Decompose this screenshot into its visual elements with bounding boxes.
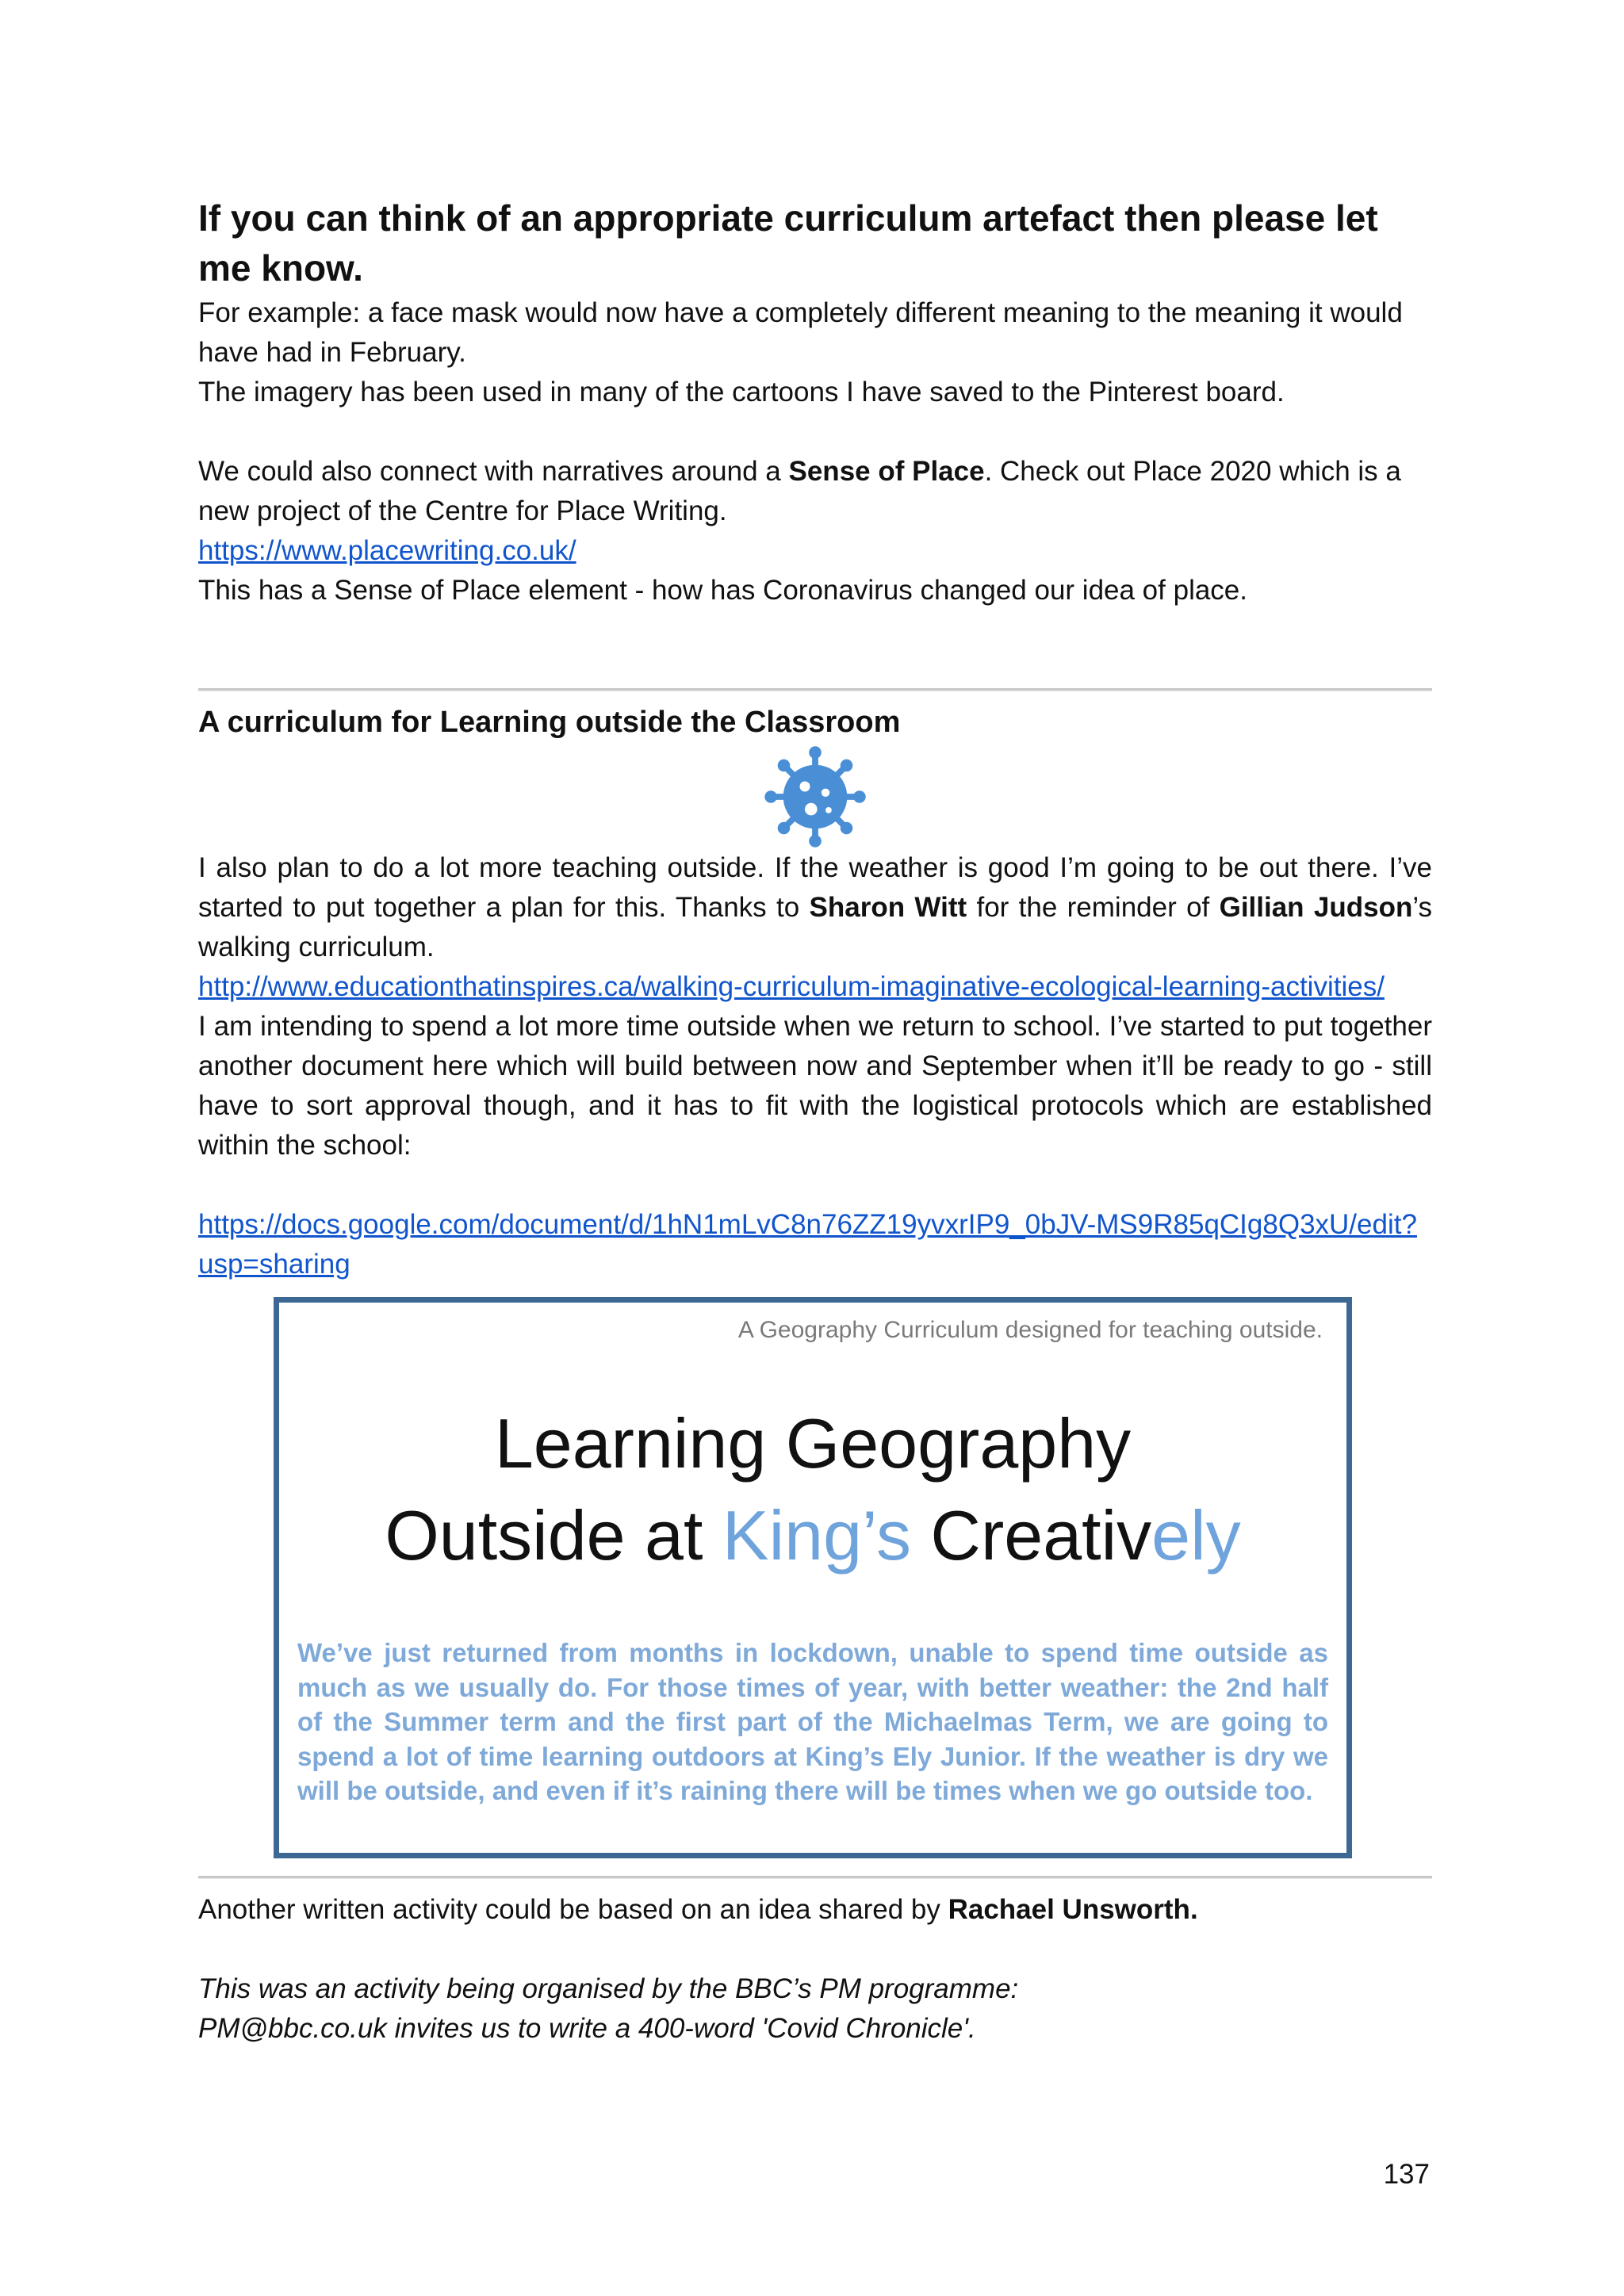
paragraph-face-mask: For example: a face mask would now have a completely different meaning to the meaning it would have had in February.: [198, 297, 1403, 368]
bold-text: Sharon Witt: [809, 892, 967, 923]
card-title-line: [279, 1490, 1346, 1582]
text-run: We could also connect with narratives around a: [198, 456, 789, 487]
paragraph-sense-of-place: [198, 452, 1432, 531]
card-body: We’ve just returned from months in lockdown, unable to spend time outside as much as we usually do. For those times of year, with better weather: the 2nd half of the Summer term and the first part of the Michaelmas Term, we are going to spend a lot of time learning outdoors at King’s Ely Junior. If the weather is dry we will be outside, and even if it’s raining there will be times when we go outside too.: [297, 1638, 1328, 1805]
italic-covid-chronicle: PM@bbc.co.uk invites us to write a 400-word 'Covid Chronicle'.: [198, 2013, 976, 2044]
virus-icon: [764, 745, 867, 848]
bold-text: Sense of Place: [788, 456, 985, 487]
text-run: for the reminder of: [967, 892, 1220, 923]
paragraph-coronavirus-place: This has a Sense of Place element - how has Coronavirus changed our idea of place.: [198, 575, 1247, 606]
text-run: ’s walking curriculum.: [198, 892, 1432, 962]
card-title-line: Learning Geography: [494, 1404, 1132, 1483]
text-run: Creativ: [910, 1496, 1152, 1575]
paragraph-imagery: The imagery has been used in many of the cartoons I have saved to the Pinterest board.: [198, 377, 1285, 408]
accent-text: King’s: [722, 1496, 911, 1575]
bold-text: Rachael Unsworth.: [948, 1894, 1198, 1925]
section-heading-artefact: If you can think of an appropriate curriculum artefact then please let me know.: [198, 197, 1378, 289]
card-title: [279, 1398, 1346, 1582]
link-placewriting[interactable]: https://www.placewriting.co.uk/: [198, 535, 576, 566]
link-google-doc[interactable]: https://docs.google.com/document/d/1hN1mLvC8n76ZZ19yvxrIP9_0bJV-MS9R85qCIg8Q3xU/edit?usp=sharing: [198, 1209, 1417, 1280]
text-run: Another written activity could be based on an idea shared by: [198, 1894, 948, 1925]
document-page: [198, 193, 1432, 2049]
paragraph-teaching-outside: [198, 848, 1432, 967]
paragraph-spend-time-outside: I am intending to spend a lot more time outside when we return to school. I’ve started to put together another document here which will build between now and September when it’ll be ready to go - still have to sort approval though, and it has to fit with the logistical protocols which are established within the school:: [198, 1011, 1432, 1161]
document-preview-card[interactable]: [274, 1297, 1352, 1858]
text-run: I also plan to do a lot more teaching outside. If the weather is good I’m going to be out there. I’ve started to put together a plan for this. Thanks to: [198, 852, 1432, 923]
text-run: . Check out Place 2020 which is a new project of the Centre for Place Writing.: [198, 456, 1401, 526]
text-run: Outside at: [385, 1496, 722, 1575]
page-number: 137: [1383, 2159, 1430, 2190]
section-heading-learning-outside: A curriculum for Learning outside the Classroom: [198, 706, 901, 739]
card-caption: A Geography Curriculum designed for teaching outside.: [737, 1317, 1323, 1343]
accent-text: ely: [1151, 1496, 1241, 1575]
italic-bbc-activity: This was an activity being organised by the BBC’s PM programme:: [198, 1973, 1019, 2004]
paragraph-another-activity: [198, 1890, 1432, 1930]
link-walking-curriculum[interactable]: http://www.educationthatinspires.ca/walking-curriculum-imaginative-ecological-learning-activities/: [198, 971, 1385, 1002]
bold-text: Gillian Judson: [1219, 892, 1413, 923]
